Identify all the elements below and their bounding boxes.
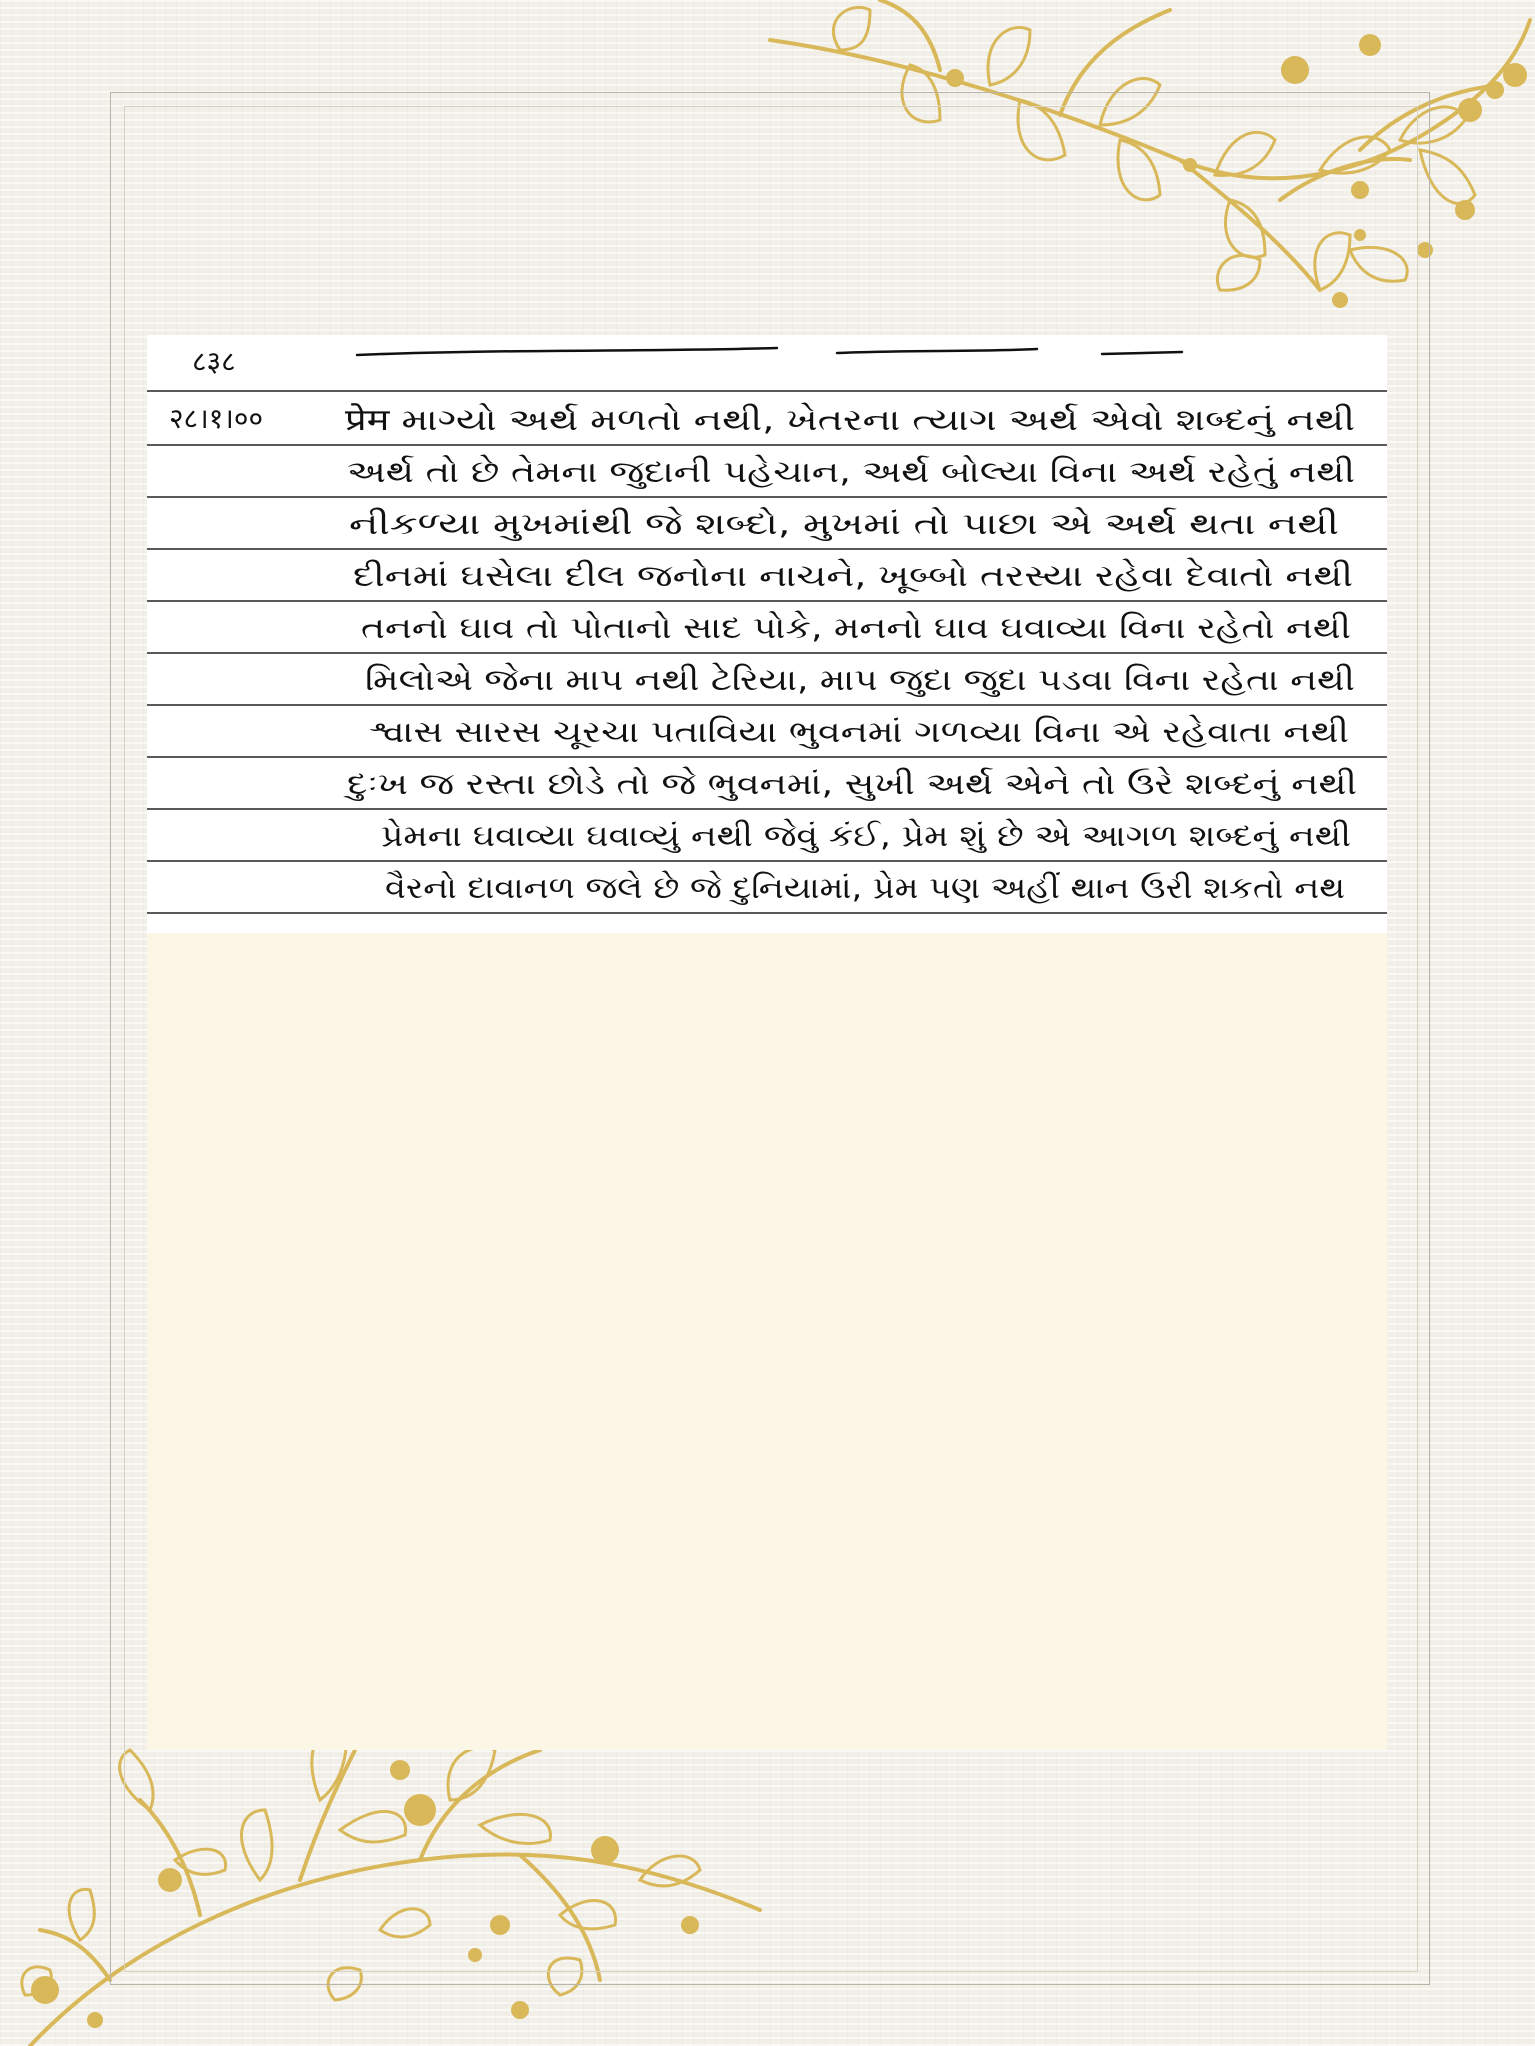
ruled-notebook-page — [147, 335, 1387, 933]
poem-line: દીનમાં ઘસેલા દીલ જનોના નાચને, ખૂબ્બો તરસ્યા રહેવા દેવાતો નથી — [353, 559, 1152, 594]
handwritten-poem-scan — [147, 335, 1387, 933]
poem-line: શ્વાસ સારસ ચૂરચા પતાવિયા ભુવનમાં ગળવ્યા વિના એ રહેવાતા નથી — [369, 715, 1349, 750]
poem-line: દુઃખ જ રસ્તા છોડે તો જે ભુવનમાં, સુખી અર્થ એને તો ઉરે શબ્દનું નથી — [342, 767, 1357, 802]
poem-line: તનનો ઘાવ તો પોતાનો સાદ પોકે, મનનો ઘાવ ઘવાવ્યા વિના રહેતો નથી — [361, 611, 1351, 646]
poem-line: प्रेम માગ્યો અર્થ મળતો નથી, ખેતરના ત્યાગ અર્થ એવો શબ્દનું નથી — [345, 403, 1355, 438]
poem-line: નીકળ્યા મુખમાંથી જે શબ્દો, મુખમાં તો પાછા એ અર્થ થતા નથી — [349, 507, 1339, 542]
date-note: २८।१।०० — [169, 402, 264, 435]
poem-line: અર્થ તો છે તેમના જુદાની પહેચાન, અર્થ બોલ્યા વિના અર્થ રહેતું નથી — [347, 455, 1355, 490]
poem-line: વૈરનો દાવાનળ જલે છે જે દુનિયામાં, પ્રેમ પણ અહીં થાન ઉરી શકતો નથ — [385, 871, 1345, 906]
poem-line: મિલોએ જેના માપ નથી ટેરિયા, માપ જુદા જુદા પડવા વિના રહેતા નથી — [365, 663, 1355, 698]
page-number-note: ८३८ — [192, 345, 236, 378]
poem-line: પ્રેમના ઘવાવ્યા ઘવાવ્યું નથી જેવું કંઈ, પ્રેમ શું છે એ આગળ શબ્દનું નથી — [381, 819, 1351, 854]
